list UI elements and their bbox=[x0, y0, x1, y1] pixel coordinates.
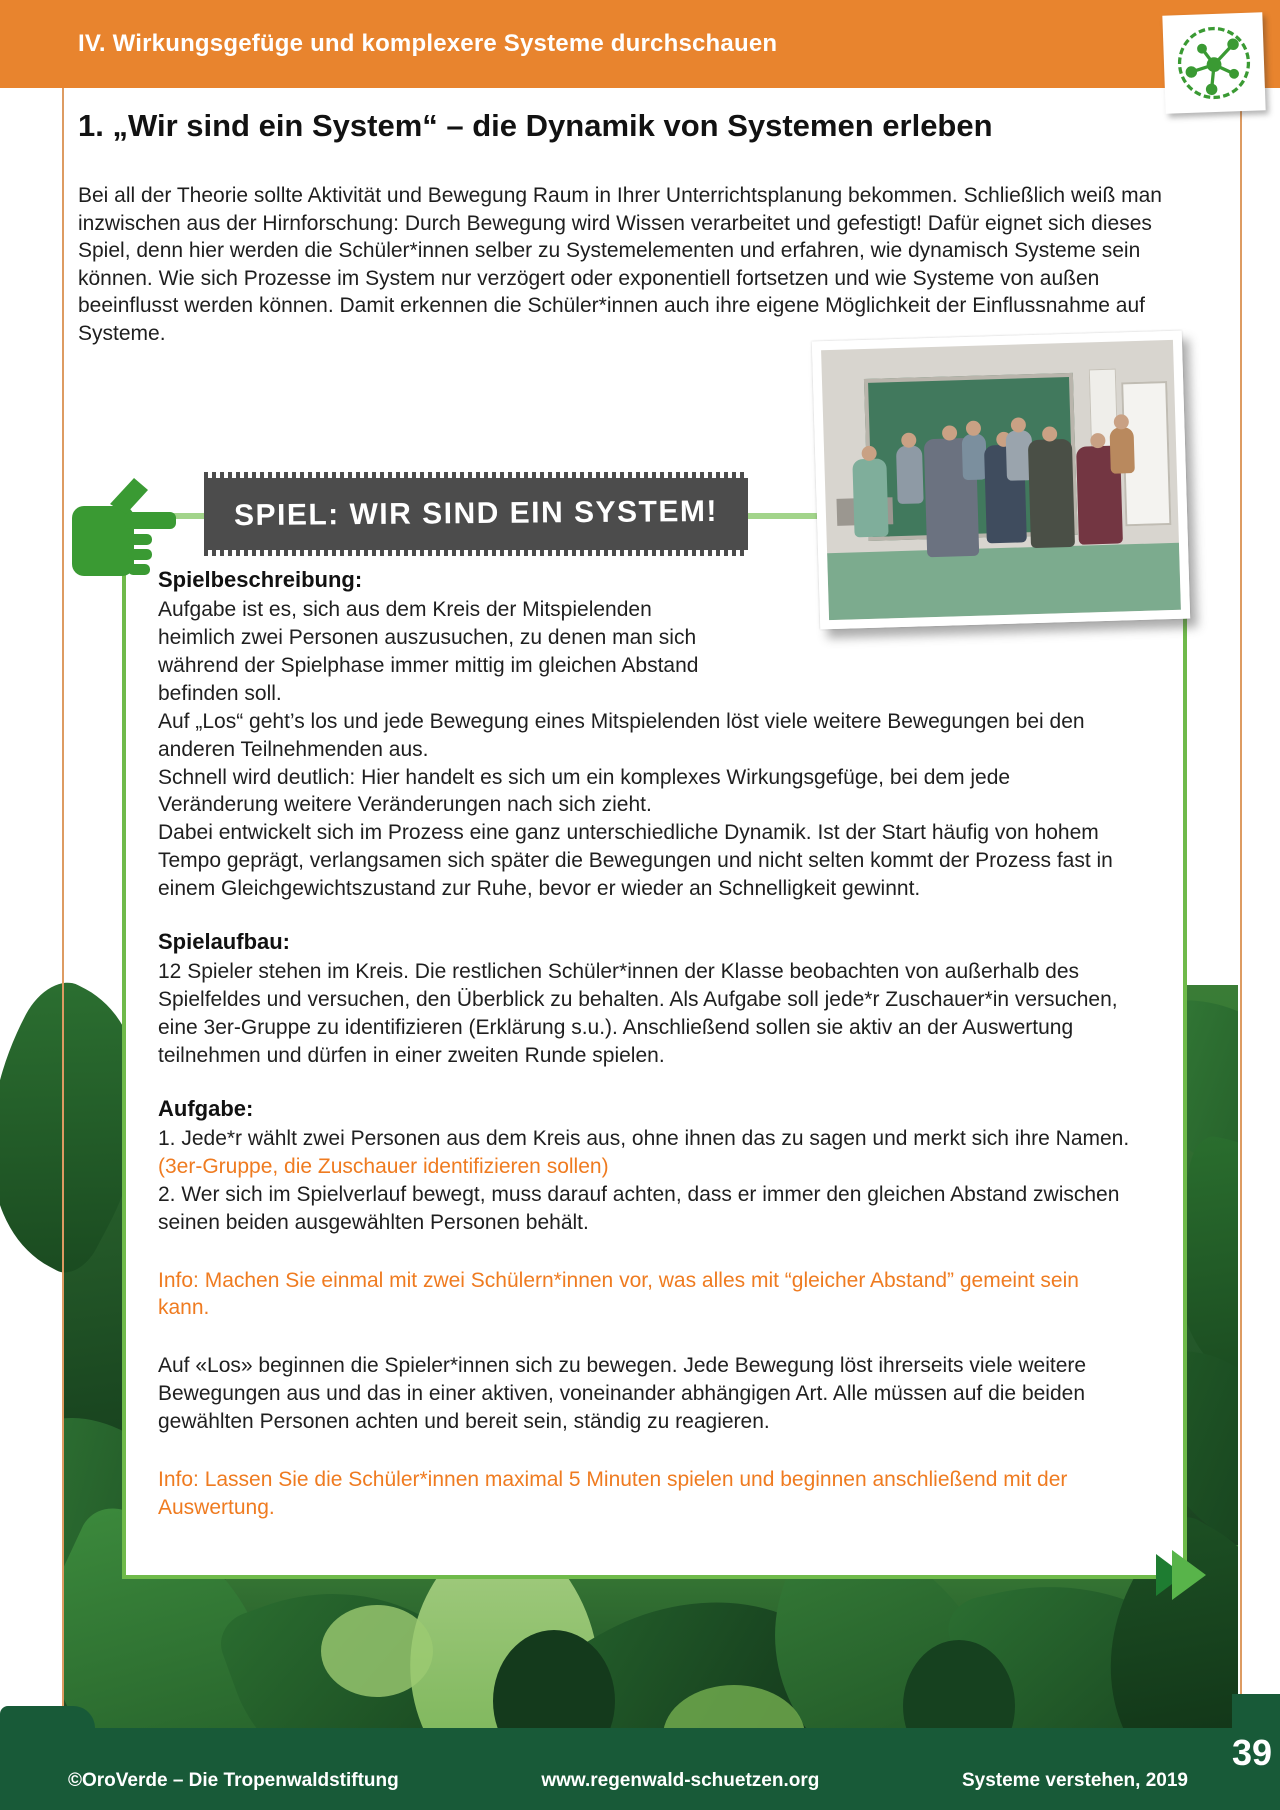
network-icon bbox=[1172, 21, 1257, 106]
intro-paragraph: Bei all der Theorie sollte Aktivität und Bewegung Raum in Ihrer Unterrichtsplanung bekommen. Schließlich weiß man inzwischen aus der Hirnforschung: Durch Bewegung wird Wissen verarbeitet und gefestigt! Dafür eignet sich dieses Spiel, denn hier werden die Schüler*innen selber zu Systemelementen und erfahren, wie dynamisch Systeme sein können. Wie sich Prozesse im System nur verzögert oder exponentiell fortsetzen und wie Systeme von außen beeinflusst werden können. Damit erkennen die Schüler*innen auch ihre eigene Möglichkeit der Einflussnahme auf Systeme. bbox=[78, 184, 1162, 345]
photo-person bbox=[1109, 427, 1134, 474]
footer-row bbox=[0, 1770, 1280, 1792]
photo-person bbox=[1028, 439, 1075, 548]
spiel-badge bbox=[204, 478, 748, 550]
info-note-1: Info: Machen Sie einmal mit zwei Schülern*innen vor, was alles mit “gleicher Abstand” gemeint sein kann. bbox=[158, 1268, 1079, 1320]
spielaufbau-paragraph: 12 Spieler stehen im Kreis. Die restlichen Schüler*innen der Klasse beobachten von außerhalb des Spielfeldes und versuchen, den Überblick zu behalten. Als Aufgabe soll jede*r Zuschauer*in versuchen, eine 3er-Gruppe zu identifizieren (Erklärung s.u.). Anschließend sollen sie aktiv an der Auswertung teilnehmen und dürfen in einer zweiten Runde spielen. bbox=[158, 960, 1118, 1067]
connector-line-right bbox=[748, 514, 820, 519]
spiel-badge-label: SPIEL: WIR SIND EIN SYSTEM! bbox=[233, 494, 719, 533]
footer-bar bbox=[0, 1728, 1280, 1810]
leaf-shape bbox=[321, 1605, 433, 1697]
aufgabe-item-2: 2. Wer sich im Spielverlauf bewegt, muss darauf achten, dass er immer den gleichen Abstand zwischen seinen beiden ausgewählten Personen behält. bbox=[158, 1182, 1120, 1234]
network-icon-card bbox=[1162, 12, 1265, 113]
pointing-hand-icon bbox=[58, 466, 178, 594]
section-heading-spielbeschreibung: Spielbeschreibung: bbox=[158, 567, 363, 592]
footer-publisher: ©OroVerde – Die Tropenwaldstiftung bbox=[68, 1770, 399, 1791]
classroom-scene bbox=[821, 340, 1181, 620]
photo-person bbox=[962, 433, 987, 480]
classroom-photo bbox=[812, 331, 1190, 630]
header-bar bbox=[0, 0, 1280, 88]
section-heading-spielaufbau: Spielaufbau: bbox=[158, 929, 291, 955]
photo-person bbox=[852, 458, 888, 537]
classroom-floor bbox=[827, 542, 1181, 620]
spielbeschreibung-paragraph: Aufgabe ist es, sich aus dem Kreis der Mitspielenden heimlich zwei Personen auszusuchen, zu denen man sich während der Spielphase immer mittig im gleichen Abstand befinden soll. bbox=[158, 598, 699, 705]
section-heading-aufgabe: Aufgabe: bbox=[158, 1095, 254, 1121]
spielbeschreibung-paragraph: Auf „Los“ geht’s los und jede Bewegung eines Mitspielenden löst viele weitere Bewegungen bei den anderen Teilnehmenden aus. bbox=[158, 709, 1085, 761]
spielbeschreibung-paragraph: Dabei entwickelt sich im Prozess eine ganz unterschiedliche Dynamik. Ist der Start häufig von hohem Tempo geprägt, verlangsamen sich später die Bewegungen und nicht selten kommt der Prozess fast in einem Gleichgewichtszustand zur Ruhe, bevor er wieder an Schnelligkeit gewinnt. bbox=[158, 821, 1113, 901]
aufgabe-item-1 bbox=[158, 1125, 1135, 1181]
photo-person bbox=[896, 445, 924, 504]
los-paragraph: Auf «Los» beginnen die Spieler*innen sich zu bewegen. Jede Bewegung löst ihrerseits viele weitere Bewegungen aus und das in einer aktiven, voneinander abhängigen Art. Alle müssen auf die beiden gewählten Personen achten und bereit sein, ständig zu reagieren. bbox=[158, 1354, 1087, 1434]
chapter-kicker: IV. Wirkungsgefüge und komplexere Systeme durchschauen bbox=[78, 30, 778, 57]
content-box bbox=[122, 513, 1187, 1579]
aufgabe-item-1-text: 1. Jede*r wählt zwei Personen aus dem Kreis aus, ohne ihnen das zu sagen und merkt sich ihre Namen. bbox=[158, 1126, 1130, 1150]
spielbeschreibung-paragraph: Schnell wird deutlich: Hier handelt es sich um ein komplexes Wirkungsgefüge, bei dem jede Veränderung weitere Veränderungen nach sich zieht. bbox=[158, 765, 1011, 817]
footer-series: Systeme verstehen, 2019 bbox=[961, 1770, 1188, 1791]
footer-website: www.regenwald-schuetzen.org bbox=[541, 1770, 820, 1791]
info-note-2: Info: Lassen Sie die Schüler*innen maximal 5 Minuten spielen und beginnen anschließend mit der Auswertung. bbox=[158, 1468, 1068, 1520]
page-title: 1. „Wir sind ein System“ – die Dynamik von Systemen erleben bbox=[78, 108, 993, 143]
double-chevron-icon bbox=[1152, 1548, 1208, 1602]
aufgabe-item-1-highlight: (3er-Gruppe, die Zuschauer identifizieren sollen) bbox=[158, 1154, 609, 1178]
page-number: 39 bbox=[1231, 1732, 1272, 1773]
